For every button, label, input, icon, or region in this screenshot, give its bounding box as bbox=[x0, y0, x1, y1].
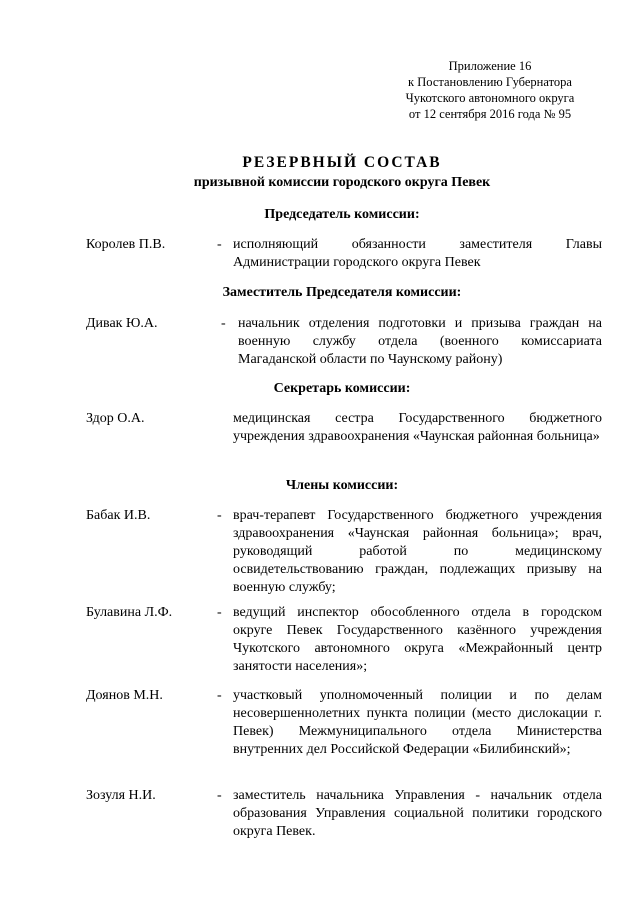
member-name: Булавина Л.Ф. bbox=[86, 605, 173, 620]
dash-separator: - bbox=[217, 688, 222, 703]
member-name: Бабак И.В. bbox=[86, 508, 151, 523]
member-position: ведущий инспектор обособленного отдела в городском округе Певек Государственного казённого учреждения Чукотского автономного округа «Межрайонный центр занятости населения»; bbox=[233, 605, 602, 674]
member-name: Дивак Ю.А. bbox=[86, 316, 158, 331]
annex-line-4: от 12 сентября 2016 года № 95 bbox=[408, 107, 572, 121]
annex-line-1: Приложение 16 bbox=[448, 59, 532, 73]
section-deputy-heading: Заместитель Председателя комиссии: bbox=[222, 285, 462, 300]
dash-separator: - bbox=[221, 316, 226, 331]
member-name: Зозуля Н.И. bbox=[86, 788, 156, 803]
dash-separator: - bbox=[217, 788, 222, 803]
member-position: начальник отделения подготовки и призыва граждан на военную службу отдела (военного комиссариата Магаданской области по Чаунскому району) bbox=[238, 316, 602, 367]
dash-separator: - bbox=[217, 605, 222, 620]
member-position: исполняющий обязанности заместителя Главы Администрации городского округа Певек bbox=[233, 237, 602, 270]
annex-header bbox=[390, 58, 590, 122]
member-name: Доянов М.Н. bbox=[86, 688, 163, 703]
document-title: РЕЗЕРВНЫЙ СОСТАВ bbox=[242, 154, 442, 171]
dash-separator: - bbox=[217, 508, 222, 523]
member-position: врач-терапевт Государственного бюджетного учреждения здравоохранения «Чаунская районная больница»; врач, руководящий работой по медицинскому освидетельствованию граждан, подлежащих призыву на военную службу; bbox=[233, 508, 602, 595]
document-subtitle: призывной комиссии городского округа Певек bbox=[193, 175, 491, 190]
section-secretary-heading: Секретарь комиссии: bbox=[273, 381, 411, 396]
member-position: заместитель начальника Управления - начальник отдела образования Управления социальной политики городского округа Певек. bbox=[233, 788, 602, 839]
member-name: Королев П.В. bbox=[86, 237, 166, 252]
section-members-heading: Члены комиссии: bbox=[285, 478, 399, 493]
dash-separator: - bbox=[217, 237, 222, 252]
annex-line-2: к Постановлению Губернатора bbox=[408, 75, 572, 89]
section-chair-heading: Председатель комиссии: bbox=[264, 207, 420, 222]
annex-line-3: Чукотского автономного округа bbox=[405, 91, 575, 105]
member-position: медицинская сестра Государственного бюджетного учреждения здравоохранения «Чаунская районная больница» bbox=[233, 411, 602, 444]
member-position: участковый уполномоченный полиции и по делам несовершеннолетних пункта полиции (место дислокации г. Певек) Межмуниципального отдела Министерства внутренних дел Российской Федерации «Билибинский»; bbox=[233, 688, 602, 757]
member-name: Здор О.А. bbox=[86, 411, 145, 426]
